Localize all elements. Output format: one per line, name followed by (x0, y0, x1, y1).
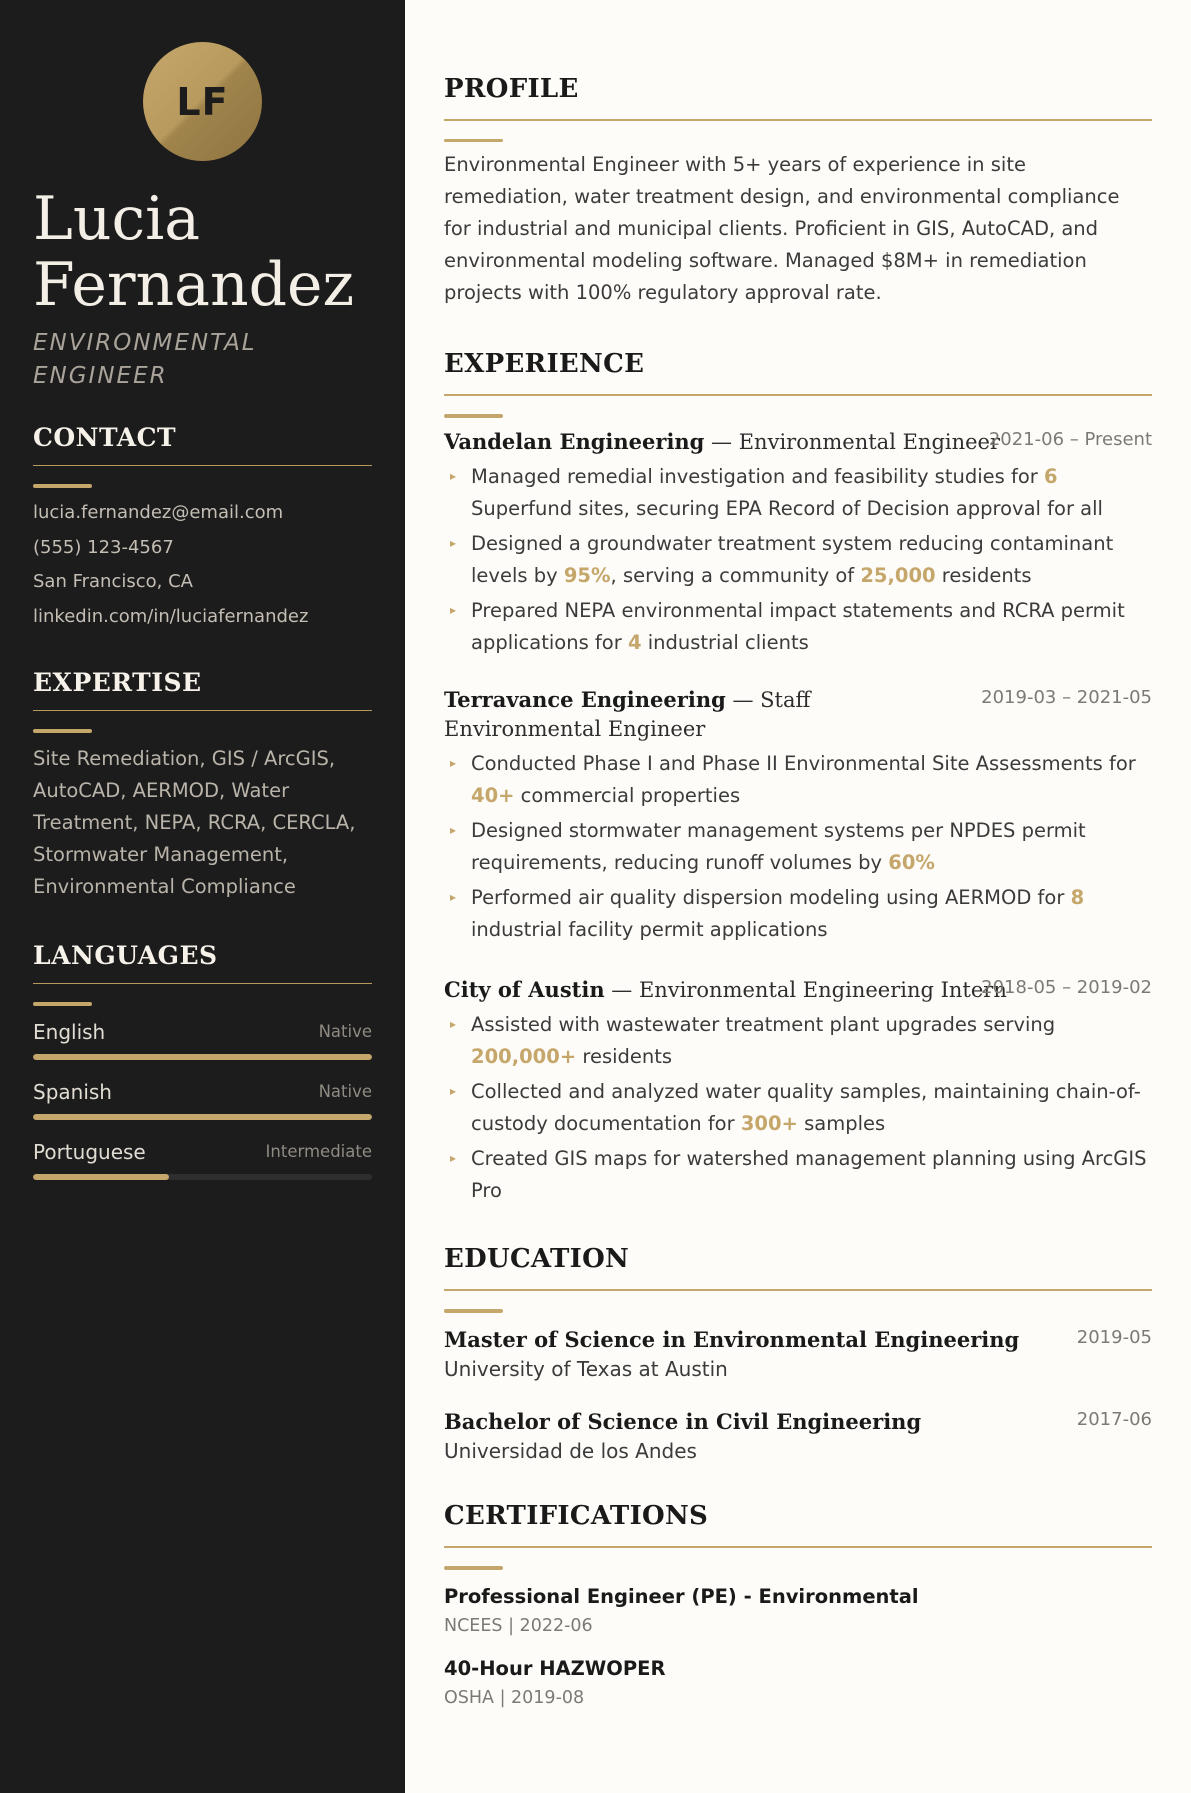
highlight-metric: 8 (1070, 886, 1085, 909)
contact-phone[interactable]: (555) 123-4567 (33, 536, 174, 558)
job-role: — Environmental Engineer (704, 430, 1001, 454)
job-header (444, 685, 914, 744)
job-bullets (444, 748, 1152, 945)
bullet-caret-icon: ▸ (450, 469, 457, 483)
section-divider (444, 394, 1152, 396)
job-company: City of Austin (444, 977, 605, 1002)
certification-name: 40-Hour HAZWOPER (444, 1657, 666, 1680)
job-bullet (444, 461, 1152, 524)
language-item (33, 1140, 372, 1200)
bullet-text: industrial facility permit applications (471, 917, 828, 941)
bullet-caret-icon: ▸ (450, 1151, 457, 1165)
first-name: Lucia (33, 184, 201, 254)
bullet-caret-icon: ▸ (450, 536, 457, 550)
certification-item (444, 1583, 1152, 1641)
contact-email[interactable]: lucia.fernandez@email.com (33, 502, 284, 523)
bullet-text: residents (576, 1044, 673, 1068)
section-divider (444, 119, 1152, 121)
job-bullet (444, 815, 1152, 878)
job-entry (444, 427, 1152, 662)
job-company: Vandelan Engineering (444, 429, 705, 454)
bullet-text: Collected and analyzed water quality samples, maintaining chain-of-custody documentation for (471, 1080, 1141, 1135)
bullet-text: samples (797, 1111, 886, 1135)
profile-section (444, 74, 1152, 309)
experience-heading: EXPERIENCE (444, 349, 645, 379)
section-accent (33, 729, 92, 733)
job-bullet (444, 748, 1152, 811)
bullet-text: , serving a community of (610, 563, 861, 587)
job-bullet (444, 1009, 1152, 1072)
job-title (33, 327, 363, 393)
last-name: Fernandez (33, 250, 355, 320)
bullet-caret-icon: ▸ (450, 756, 457, 770)
language-item (33, 1020, 372, 1080)
education-date: 2017-06 (1076, 1409, 1152, 1430)
education-school: University of Texas at Austin (444, 1357, 728, 1381)
highlight-metric: 95% (563, 563, 611, 587)
highlight-metric: 300+ (740, 1111, 798, 1135)
education-section (444, 1244, 1152, 1313)
profile-summary: Environmental Engineer with 5+ years of experience in site remediation, water treatment design, and environmental compliance for industrial and municipal clients. Proficient in GIS, AutoCAD, and environmental modeling software. Managed $8M+ in remediation projects with 100% regulatory approval rate. (444, 152, 1120, 304)
job-bullet (444, 882, 1152, 945)
language-level: Intermediate (265, 1142, 372, 1161)
job-role: — Environmental Engineering Intern (604, 978, 1007, 1002)
section-accent (33, 484, 92, 488)
languages-heading: LANGUAGES (33, 941, 218, 970)
bullet-text: Superfund sites, securing EPA Record of Decision approval for all (471, 496, 1103, 520)
section-divider (444, 1289, 1152, 1291)
section-accent (444, 414, 503, 418)
experience-section (444, 349, 1152, 418)
language-level: Native (318, 1022, 372, 1041)
certification-meta: NCEES | 2022-06 (444, 1616, 593, 1636)
language-bar-fill (33, 1174, 169, 1180)
language-bar (33, 1054, 372, 1060)
certification-item (444, 1655, 1152, 1713)
bullet-text: residents (935, 563, 1032, 587)
bullet-caret-icon: ▸ (450, 1017, 457, 1031)
job-bullet (444, 595, 1152, 658)
profile-heading: PROFILE (444, 74, 579, 104)
highlight-metric: 6 (1044, 465, 1058, 488)
section-divider (33, 710, 372, 711)
bullet-text: Conducted Phase I and Phase II Environmental Site Assessments for (471, 752, 1136, 775)
avatar-initials: LF (176, 79, 229, 124)
certification-name: Professional Engineer (PE) - Environmental (444, 1585, 919, 1608)
language-item (33, 1080, 372, 1140)
bullet-caret-icon: ▸ (450, 890, 457, 904)
education-item (444, 1325, 1152, 1384)
bullet-text: Performed air quality dispersion modeling using AERMOD for (471, 886, 1071, 909)
highlight-metric: 40+ (471, 783, 515, 807)
certifications-heading: CERTIFICATIONS (444, 1501, 709, 1531)
language-bar (33, 1114, 372, 1120)
job-title-line: ENVIRONMENTAL (33, 330, 257, 356)
language-name: Portuguese (33, 1140, 146, 1164)
section-divider (33, 465, 372, 466)
section-accent (444, 1566, 503, 1570)
education-heading: EDUCATION (444, 1244, 630, 1274)
job-role: — Staff Environmental Engineer (444, 688, 811, 741)
job-dates: 2019-03 – 2021-05 (981, 687, 1152, 708)
job-bullets (444, 461, 1152, 658)
section-divider (33, 983, 372, 984)
language-bar-fill (33, 1054, 372, 1060)
bullet-caret-icon: ▸ (450, 823, 457, 837)
job-title-line: ENGINEER (33, 363, 168, 389)
education-degree: Master of Science in Environmental Engineering (444, 1327, 1020, 1352)
section-accent (444, 139, 503, 142)
bullet-text: Prepared NEPA environmental impact statements and RCRA permit applications for (471, 599, 1125, 654)
section-accent (33, 1002, 92, 1006)
section-accent (444, 1309, 503, 1313)
job-bullet (444, 528, 1152, 591)
job-dates: 2021-06 – Present (988, 429, 1152, 450)
bullet-text: Created GIS maps for watershed management planning using ArcGIS Pro (471, 1147, 1147, 1202)
language-level: Native (318, 1082, 372, 1101)
language-name: Spanish (33, 1080, 112, 1104)
certifications-section (444, 1501, 1152, 1570)
bullet-text: commercial properties (514, 783, 741, 807)
languages-list (33, 1020, 372, 1200)
contact-heading: CONTACT (33, 423, 177, 452)
certification-meta: OSHA | 2019-08 (444, 1688, 585, 1708)
education-school: Universidad de los Andes (444, 1439, 697, 1463)
bullet-text: Designed a groundwater treatment system reducing contaminant levels by (471, 532, 1114, 587)
highlight-metric: 4 (627, 630, 642, 654)
bullet-text: Managed remedial investigation and feasibility studies for (471, 465, 1045, 488)
avatar (143, 42, 262, 161)
job-bullet (444, 1143, 1152, 1206)
bullet-text: industrial clients (641, 630, 809, 654)
bullet-caret-icon: ▸ (450, 603, 457, 617)
candidate-name (33, 186, 354, 318)
education-degree: Bachelor of Science in Civil Engineering (444, 1409, 922, 1434)
bullet-text: Designed stormwater management systems per NPDES permit requirements, reducing runoff volumes by (471, 819, 1086, 874)
bullet-text: Assisted with wastewater treatment plant upgrades serving (471, 1013, 1056, 1036)
job-dates: 2018-05 – 2019-02 (981, 977, 1152, 998)
languages-section (33, 941, 372, 1200)
highlight-metric: 25,000 (860, 563, 936, 587)
expertise-section (33, 668, 372, 903)
section-divider (444, 1546, 1152, 1548)
bullet-caret-icon: ▸ (450, 1084, 457, 1098)
highlight-metric: 200,000+ (471, 1044, 577, 1068)
language-bar-fill (33, 1114, 372, 1120)
job-bullet (444, 1076, 1152, 1139)
language-name: English (33, 1020, 106, 1044)
contact-linkedin[interactable]: linkedin.com/in/luciafernandez (33, 605, 309, 627)
expertise-list: Site Remediation, GIS / ArcGIS, AutoCAD, AERMOD, Water Treatment, NEPA, RCRA, CERCLA, Stormwater Management, Environmental Compliance (33, 747, 356, 898)
highlight-metric: 60% (888, 850, 935, 874)
education-date: 2019-05 (1076, 1327, 1152, 1348)
contact-location: San Francisco, CA (33, 571, 193, 592)
sidebar (0, 0, 405, 1793)
contact-section (33, 423, 372, 634)
language-bar (33, 1174, 372, 1180)
education-item (444, 1407, 1152, 1466)
job-bullets (444, 1009, 1152, 1206)
job-entry (444, 975, 1152, 1210)
job-company: Terravance Engineering (444, 687, 726, 712)
job-entry (444, 685, 1152, 949)
expertise-heading: EXPERTISE (33, 668, 202, 697)
